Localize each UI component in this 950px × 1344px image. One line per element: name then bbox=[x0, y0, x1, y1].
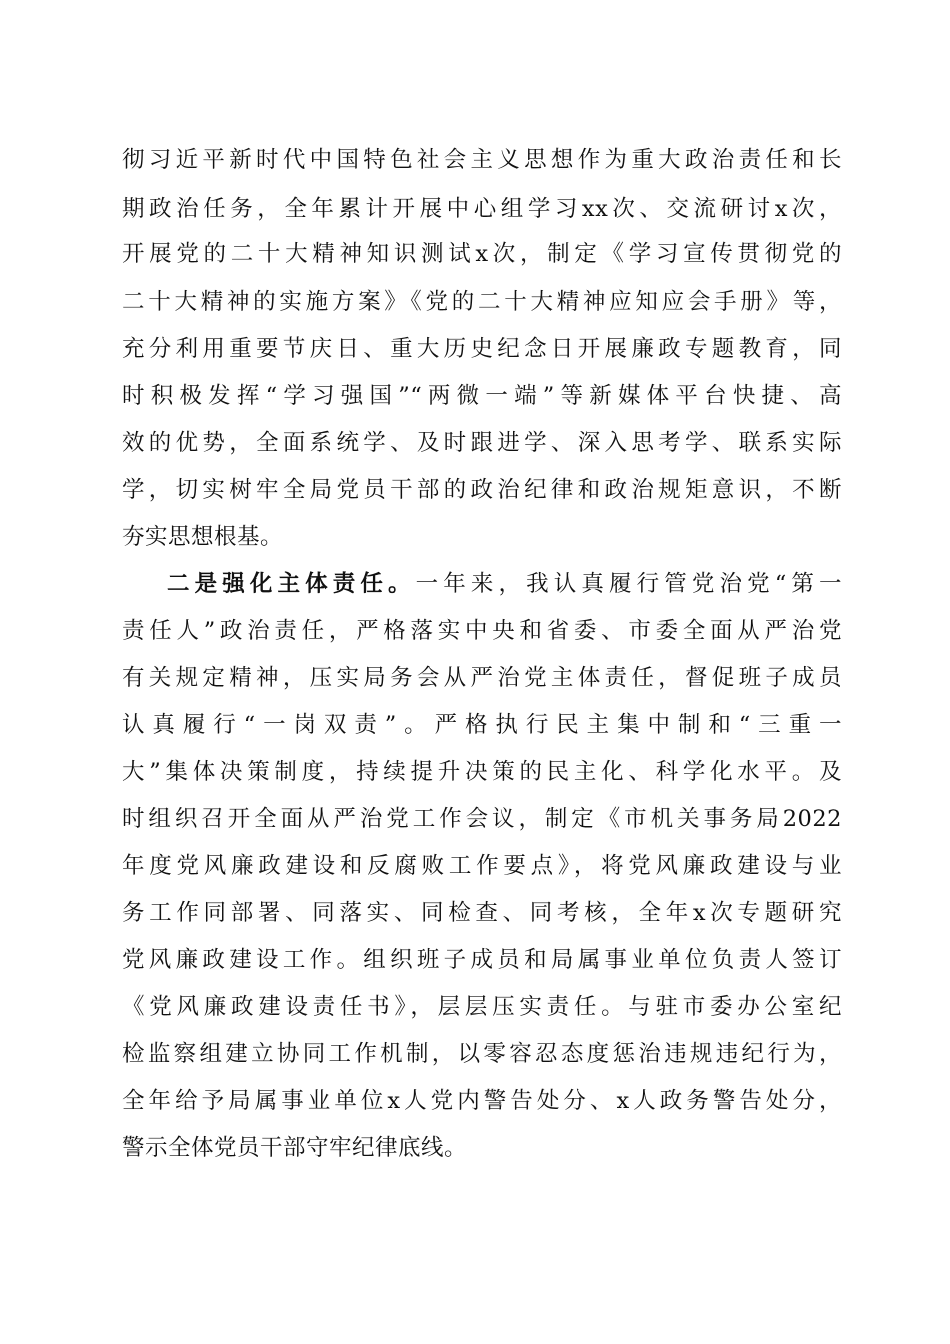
paragraph-1-line-1: 彻习近平新时代中国特色社会主义思想作为重大政治责任和长 bbox=[122, 147, 842, 173]
paragraph-2-line-5: 大”集体决策制度，持续提升决策的民主化、科学化水平。及 bbox=[122, 759, 842, 785]
paragraph-2-line-11: 检监察组建立协同工作机制，以零容忍态度惩治违规违纪行为， bbox=[122, 1041, 842, 1067]
paragraph-1-line-7: 效的优势，全面系统学、及时跟进学、深入思考学、联系实际 bbox=[122, 430, 842, 456]
paragraph-2-line-9: 党风廉政建设工作。组织班子成员和局属事业单位负责人签订 bbox=[122, 947, 842, 973]
paragraph-2-line-12: 全年给予局属事业单位x人党内警告处分、x人政务警告处分， bbox=[122, 1088, 842, 1114]
paragraph-2-line-3: 有关规定精神，压实局务会从严治党主体责任，督促班子成员 bbox=[122, 665, 842, 691]
paragraph-1-line-8: 学，切实树牢全局党员干部的政治纪律和政治规矩意识，不断 bbox=[122, 477, 842, 503]
paragraph-2-line-4: 认真履行“一岗双责”。严格执行民主集中制和“三重一 bbox=[122, 712, 842, 738]
paragraph-1-line-6: 时积极发挥“学习强国”“两微一端”等新媒体平台快捷、高 bbox=[122, 383, 842, 409]
paragraph-1-line-5: 充分利用重要节庆日、重大历史纪念日开展廉政专题教育，同 bbox=[122, 336, 842, 362]
paragraph-2-line-6: 时组织召开全面从严治党工作会议，制定《市机关事务局2022 bbox=[122, 806, 842, 832]
paragraph-2-first-rest: 一年来，我认真履行管党治党“第一 bbox=[415, 571, 842, 597]
paragraph-2-line-2: 责任人”政治责任，严格落实中央和省委、市委全面从严治党 bbox=[122, 618, 842, 644]
paragraph-1-line-3: 开展党的二十大精神知识测试x次，制定《学习宣传贯彻党的 bbox=[122, 241, 842, 267]
paragraph-2-lead: 二是强化主体责任。 bbox=[167, 571, 416, 597]
paragraph-2-line-10: 《党风廉政建设责任书》，层层压实责任。与驻市委办公室纪 bbox=[122, 994, 842, 1020]
paragraph-2-line-13: 警示全体党员干部守牢纪律底线。 bbox=[122, 1135, 468, 1161]
paragraph-1-line-2: 期政治任务，全年累计开展中心组学习xx次、交流研讨x次， bbox=[122, 196, 842, 222]
paragraph-1-line-4: 二十大精神的实施方案》《党的二十大精神应知应会手册》等， bbox=[122, 289, 842, 315]
paragraph-2-line-8: 务工作同部署、同落实、同检查、同考核，全年x次专题研究 bbox=[122, 900, 842, 926]
paragraph-1-line-9: 夯实思想根基。 bbox=[122, 524, 284, 550]
paragraph-2-line-7: 年度党风廉政建设和反腐败工作要点》，将党风廉政建设与业 bbox=[122, 853, 842, 879]
paragraph-2-line-1 bbox=[167, 565, 842, 603]
